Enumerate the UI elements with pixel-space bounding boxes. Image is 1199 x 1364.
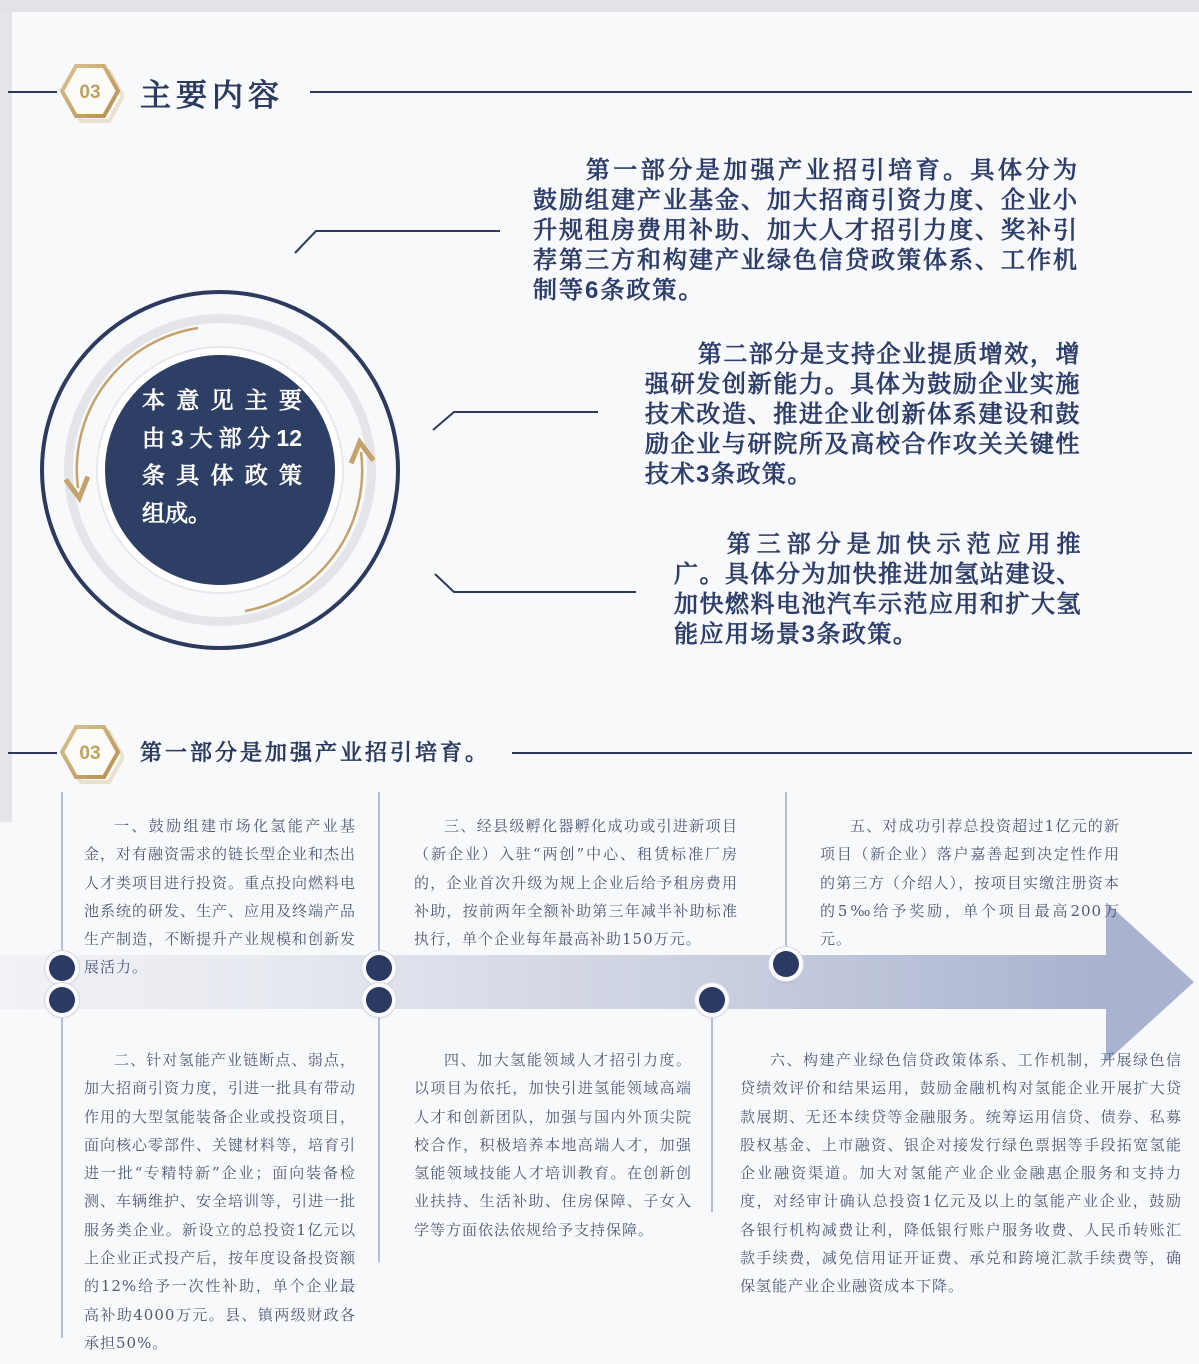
timeline-dot [699,987,725,1013]
timeline-dot [49,987,75,1013]
svg-text:03: 03 [79,82,101,103]
header-badge [58,59,124,125]
policy-item-4: 四、加大氢能领域人才招引力度。以项目为依托，加快引进氢能领域高端人才和创新团队，加强与国内外顶尖院校合作，积极培养本地高端人才，加强氢能领域技能人才培训教育。在创新创业扶持、生活补助、住房保障、子女入学等方面依法依规给予支持保障。 [414,1051,692,1239]
hexagon-badge-icon [58,720,124,786]
part1-paragraph: 第一部分是加强产业招引培育。具体分为鼓励组建产业基金、加大招商引资力度、企业小升规租房费用补助、加大人才招引力度、奖补引荐第三方和构建产业绿色信贷政策体系、工作机制等6条政策。 [533,157,1079,304]
policy-item-6: 六、构建产业绿色信贷政策体系、工作机制，开展绿色信贷绩效评价和结果运用，鼓励金融机构对氢能企业开展扩大贷款展期、无还本续贷等金融服务。统筹运用信贷、债券、私募股权基金、上市融资、银企对接发行绿色票据等手段拓宽氢能企业融资渠道。加大对氢能产业企业金融惠企服务和支持力度，对经审计确认总投资1亿元及以上的氢能产业企业，鼓励各银行机构减费让利，降低银行账户服务收费、人民币转账汇款手续费，减免信用证开证费、承兑和跨境汇款手续费等，确保氢能产业企业融资成本下降。 [740,1051,1182,1296]
policy-item-3: 三、经县级孵化器孵化成功或引进新项目（新企业）入驻“两创”中心、租赁标准厂房的，企业首次升级为规上企业后给予租房费用补助，按前两年全额补助第三年减半补助标准执行，单个企业每年最高补助150万元。 [414,817,738,949]
part2-paragraph: 第二部分是支持企业提质增效，增强研发创新能力。具体为鼓励企业实施技术改造、推进企业创新体系建设和鼓励企业与研院所及高校合作攻关关键性技术3条政策。 [645,341,1081,488]
page-title: 主要内容 [140,78,284,113]
header-line-right [310,91,1192,93]
timeline-dot [49,955,75,981]
section-line-left [8,752,57,754]
circle-caption-line: 条具体政策 [142,462,302,488]
section-badge [58,720,124,786]
section-line-right [512,752,1192,754]
circle-caption-line: 本意见主要 [142,387,302,413]
circle-caption-line: 由3大部分12 [142,424,302,451]
circle-caption [142,382,302,532]
header-line-left [8,91,57,93]
policy-item-2: 二、针对氢能产业链断点、弱点，加大招商引资力度，引进一批具有带动作用的大型氢能装备企业或投资项目，面向核心零部件、关键材料等，培育引进一批“专精特新”企业；面向装备检测、车辆维护、安全培训等，引进一批服务类企业。新设立的总投资1亿元以上企业正式投产后，按年度设备投资额的12%给予一次性补助，单个企业最高补助4000万元。县、镇两级财政各承担50%。 [84,1051,357,1352]
timeline-dot [366,987,392,1013]
timeline-dot [773,951,799,977]
svg-text:03: 03 [79,743,101,764]
hexagon-badge-icon [58,59,124,125]
section-title: 第一部分是加强产业招引培育。 [140,740,491,765]
timeline-dot [366,955,392,981]
circle-caption-line: 组成。 [142,499,211,526]
part3-paragraph: 第三部分是加快示范应用推广。具体分为加快推进加氢站建设、加快燃料电池汽车示范应用和扩大氢能应用场景3条政策。 [674,531,1082,648]
top-edge-strip [0,0,1199,12]
left-edge-strip [0,12,12,822]
policy-item-1: 一、鼓励组建市场化氢能产业基金，对有融资需求的链长型企业和杰出人才类项目进行投资。重点投向燃料电池系统的研发、生产、应用及终端产品生产制造，不断提升产业规模和创新发展活力。 [84,817,357,977]
overview-circle [40,290,400,650]
policy-item-5: 五、对成功引荐总投资超过1亿元的新项目（新企业）落户嘉善起到决定性作用的第三方（介绍人），按项目实缴注册资本的5‰给予奖励，单个项目最高200万元。 [820,817,1120,949]
